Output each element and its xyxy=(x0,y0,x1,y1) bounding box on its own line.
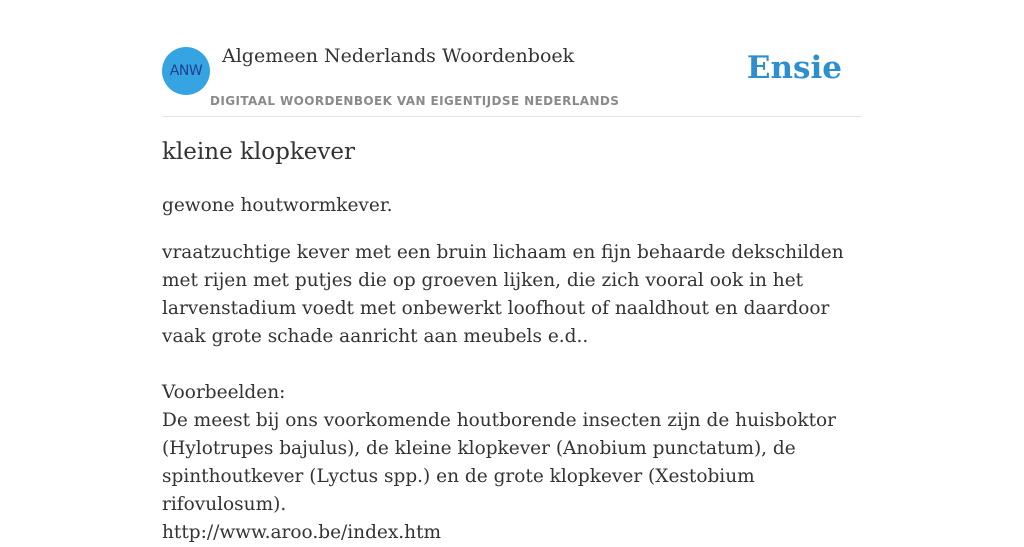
dictionary-subtitle: DIGITAAL WOORDENBOEK VAN EIGENTIJDSE NEDERLANDS xyxy=(210,94,620,108)
anw-logo[interactable] xyxy=(162,47,210,95)
ensie-logo[interactable]: Ensie xyxy=(746,50,842,86)
definition: vraatzuchtige kever met een bruin lichaam en fijn behaarde dekschilden met rijen met putjes die op groeven lijken, die zich vooral ook in het larvenstadium voedt met onbewerkt loofhout of naaldhout en daardoor vaak grote schade aanricht aan meubels e.d.. xyxy=(162,242,844,347)
source-link[interactable]: http://www.aroo.be/index.htm xyxy=(162,522,442,543)
example-text: De meest bij ons voorkomende houtborende insecten zijn de huisboktor (Hylotrupes bajulus), de kleine klopkever (Anobium punctatum), de spinthoutkever (Lyctus spp.) en de grote klopkever (Xestobium rifovulosum). xyxy=(162,410,836,515)
dictionary-title[interactable]: Algemeen Nederlands Woordenboek xyxy=(222,45,575,67)
synonym: gewone houtwormkever. xyxy=(162,195,393,216)
logo-text: ANW xyxy=(169,63,203,79)
examples-label: Voorbeelden: xyxy=(162,382,286,403)
headword: kleine klopkever xyxy=(162,139,356,165)
entry-content xyxy=(162,192,872,547)
header xyxy=(162,0,862,117)
